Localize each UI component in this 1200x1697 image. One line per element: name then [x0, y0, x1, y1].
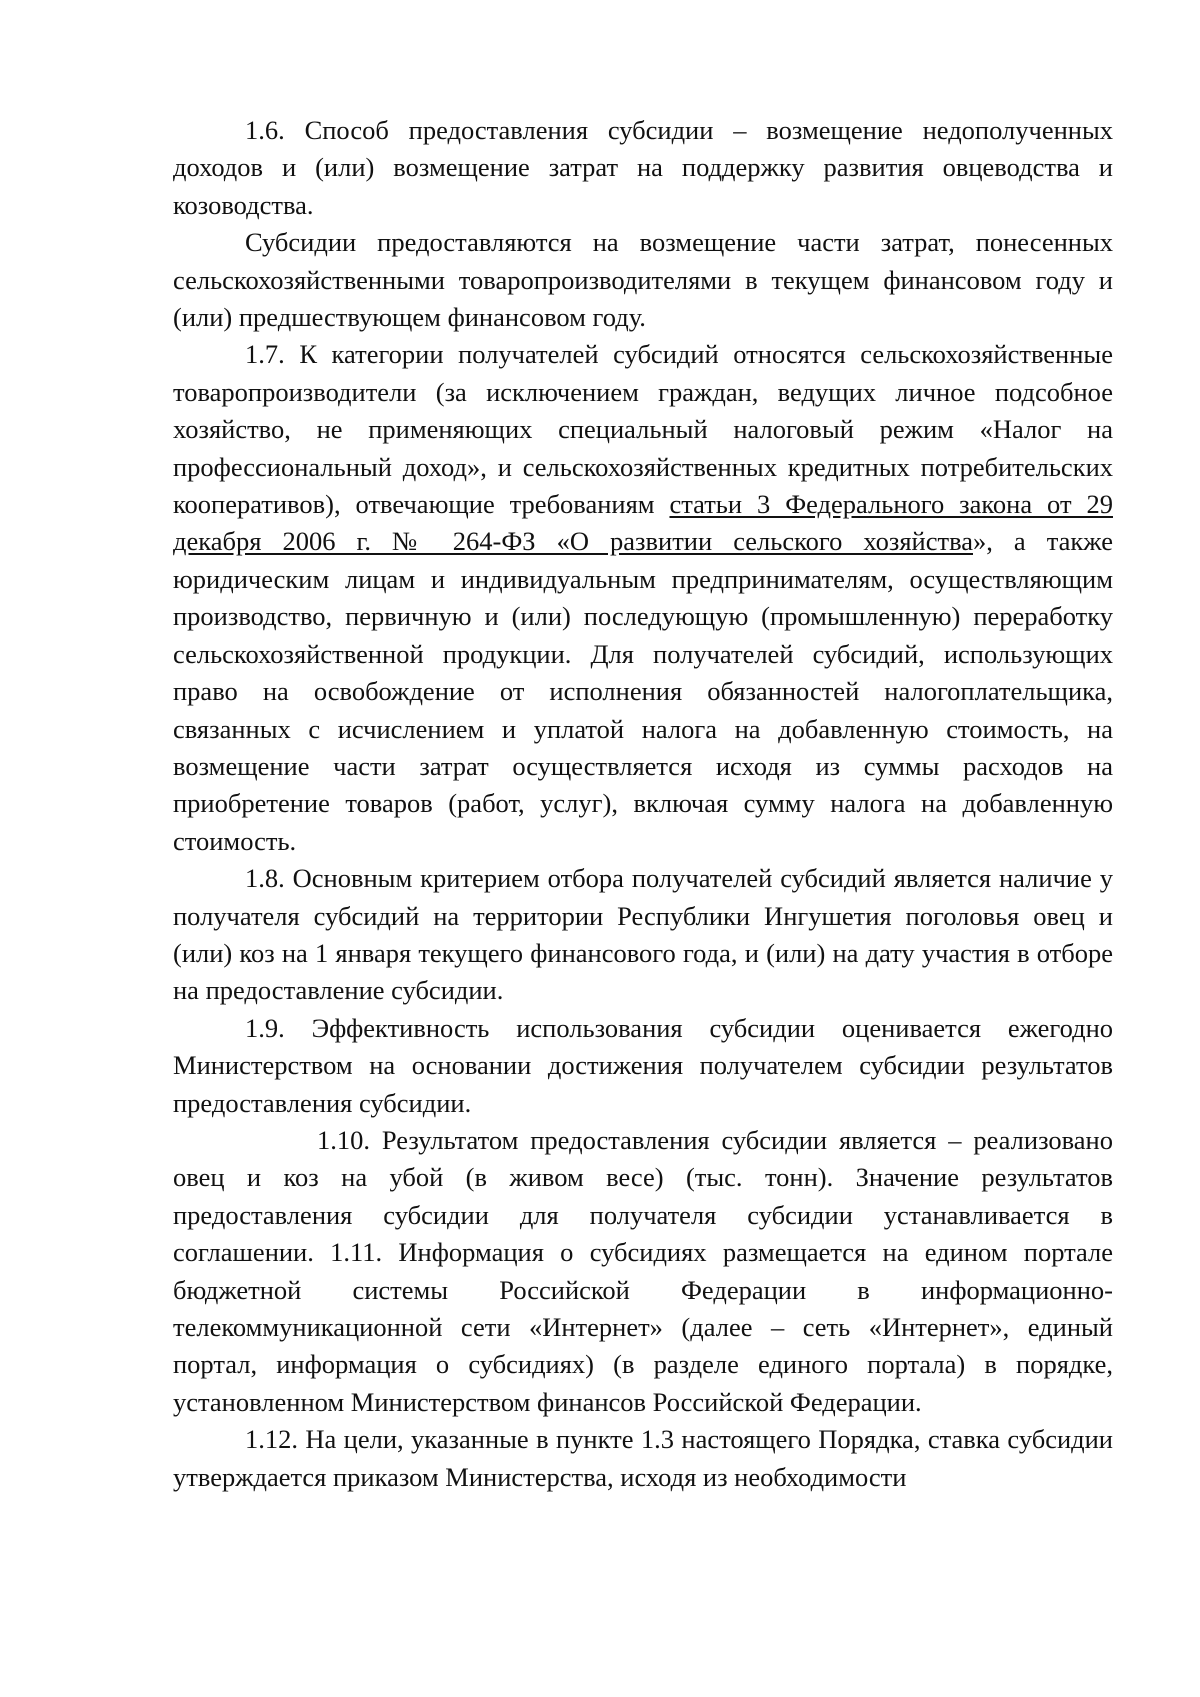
- paragraph-1-12: 1.12. На цели, указанные в пункте 1.3 настоящего Порядка, ставка субсидии утверждается приказом Министерства, исходя из необходимости: [173, 1424, 1113, 1492]
- paragraph-1-6-subsidies: Субсидии предоставляются на возмещение части затрат, понесенных сельскохозяйственными товаропроизводителями в текущем финансовом году и (или) предшествующем финансовом году.: [173, 227, 1113, 333]
- paragraph-1-7-text-after: », а также юридическим лицам и индивидуальным предпринимателям, осуществляющим производство, первичную и (или) последующую (промышленную) переработку сельскохозяйственной продукции. Для получателей субсидий, использующих право на освобождение от исполнения обязанностей налогоплательщика, связанных с исчислением и уплатой налога на добавленную стоимость, на возмещение части затрат осуществляется исходя из суммы расходов на приобретение товаров (работ, услуг), включая сумму налога на добавленную стоимость.: [173, 526, 1113, 856]
- paragraph-1-8: 1.8. Основным критерием отбора получателей субсидий является наличие у получателя субсидий на территории Республики Ингушетия поголовья овец и (или) коз на 1 января текущего финансового года, и (или) на дату участия в отборе на предоставление субсидии.: [173, 863, 1113, 1006]
- federal-law-link[interactable]: статьи 3 Федерального закона от 29 декабря 2006 г. № 264-ФЗ «О развитии сельского хозяйства: [173, 489, 1113, 557]
- paragraph-1-7-text-before: 1.7. К категории получателей субсидий относятся сельскохозяйственные товаропроизводители (за исключением граждан, ведущих личное подсобное хозяйство, не применяющих специальный налоговый режим «Налог на профессиональный доход», и сельскохозяйственных кредитных потребительских кооперативов), отвечающие требованиям: [173, 339, 1113, 520]
- document-body: [173, 112, 1113, 1496]
- paragraph-1-7: [173, 336, 1113, 860]
- paragraph-1-6: 1.6. Способ предоставления субсидии – возмещение недополученных доходов и (или) возмещение затрат на поддержку развития овцеводства и козоводства.: [173, 115, 1113, 220]
- paragraph-1-10: 1.10. Результатом предоставления субсидии является – реализовано овец и коз на убой (в живом весе) (тыс. тонн). Значение результатов предоставления субсидии для получателя субсидии устанавливается в соглашении. 1.11. Информация о субсидиях размещается на едином портале бюджетной системы Российской Федерации в информационно-телекоммуникационной сети «Интернет» (далее – сеть «Интернет», единый портал, информация о субсидиях) (в разделе единого портала) в порядке, установленном Министерством финансов Российской Федерации.: [173, 1124, 1113, 1417]
- paragraph-1-9: 1.9. Эффективность использования субсидии оценивается ежегодно Министерством на основании достижения получателем субсидии результатов предоставления субсидии.: [173, 1012, 1113, 1118]
